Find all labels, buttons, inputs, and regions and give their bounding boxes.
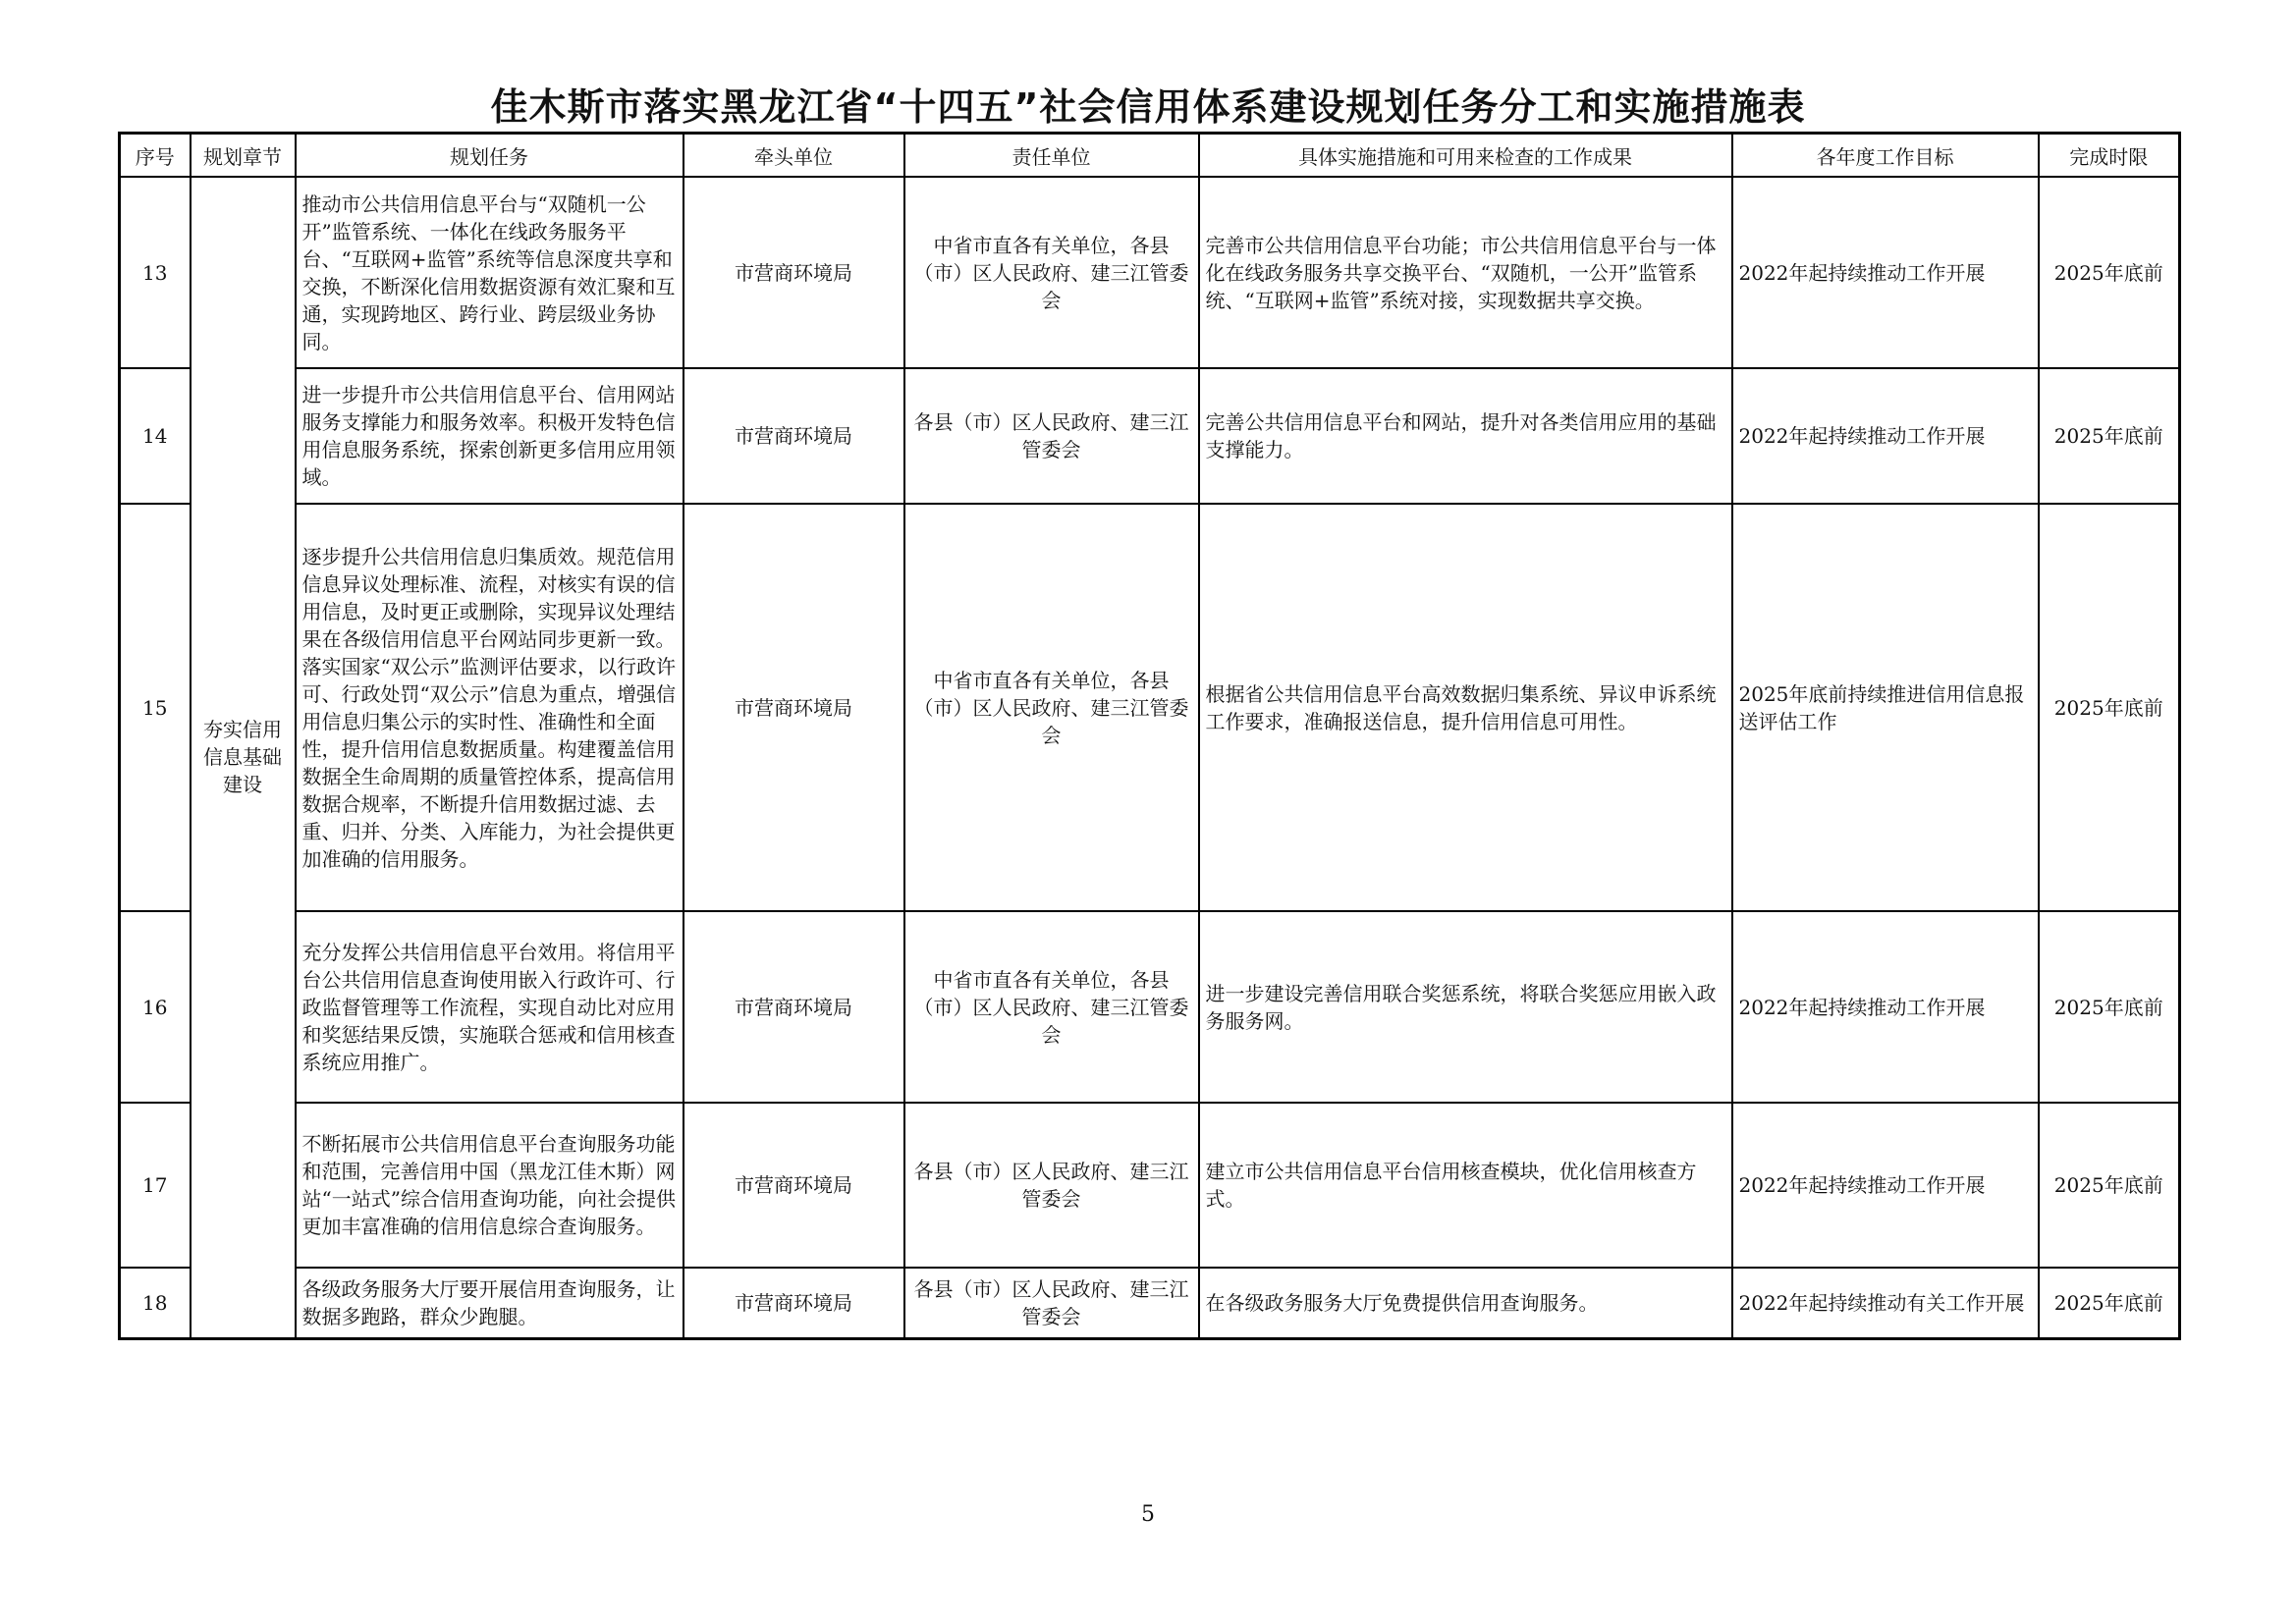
- table-row: [120, 1103, 2180, 1268]
- row-number: 18: [120, 1268, 191, 1338]
- lead-unit-cell: 市营商环境局: [683, 911, 904, 1103]
- header-row: [120, 134, 2180, 178]
- task-cell: 充分发挥公共信用信息平台效用。将信用平台公共信用信息查询使用嵌入行政许可、行政监督管理等工作流程，实现自动比对应用和奖惩结果反馈，实施联合惩戒和信用核查系统应用推广。: [296, 911, 683, 1103]
- header-annual-goal: 各年度工作目标: [1732, 134, 2039, 178]
- measure-cell: 完善市公共信用信息平台功能；市公共信用信息平台与一体化在线政务服务共享交换平台、“双随机，一公开”监管系统、“互联网+监管”系统对接，实现数据共享交换。: [1199, 177, 1732, 368]
- table-row: [120, 504, 2180, 911]
- measure-cell: 建立市公共信用信息平台信用核查模块，优化信用核查方式。: [1199, 1103, 1732, 1268]
- goal-cell: 2022年起持续推动工作开展: [1732, 1103, 2039, 1268]
- measure-cell: 在各级政务服务大厅免费提供信用查询服务。: [1199, 1268, 1732, 1338]
- goal-cell: 2022年起持续推动工作开展: [1732, 911, 2039, 1103]
- responsible-unit-cell: 各县（市）区人民政府、建三江管委会: [904, 1103, 1199, 1268]
- table-row: [120, 911, 2180, 1103]
- measure-cell: 进一步建设完善信用联合奖惩系统，将联合奖惩应用嵌入政务服务网。: [1199, 911, 1732, 1103]
- header-lead-unit: 牵头单位: [683, 134, 904, 178]
- measure-cell: 根据省公共信用信息平台高效数据归集系统、异议申诉系统工作要求，准确报送信息，提升信用信息可用性。: [1199, 504, 1732, 911]
- lead-unit-cell: 市营商环境局: [683, 504, 904, 911]
- responsible-unit-cell: 中省市直各有关单位，各县（市）区人民政府、建三江管委会: [904, 177, 1199, 368]
- page-number: 5: [1141, 1502, 1155, 1527]
- chapter-cell: 夯实信用信息基础建设: [191, 177, 296, 1338]
- table-row: [120, 368, 2180, 504]
- header-measures: 具体实施措施和可用来检查的工作成果: [1199, 134, 1732, 178]
- goal-cell: 2022年起持续推动有关工作开展: [1732, 1268, 2039, 1338]
- deadline-cell: 2025年底前: [2039, 368, 2180, 504]
- row-number: 17: [120, 1103, 191, 1268]
- header-no: 序号: [120, 134, 191, 178]
- task-cell: 各级政务服务大厅要开展信用查询服务，让数据多跑路，群众少跑腿。: [296, 1268, 683, 1338]
- lead-unit-cell: 市营商环境局: [683, 1103, 904, 1268]
- responsible-unit-cell: 中省市直各有关单位，各县（市）区人民政府、建三江管委会: [904, 504, 1199, 911]
- task-cell: 推动市公共信用信息平台与“双随机一公开”监管系统、一体化在线政务服务平台、“互联网+监管”系统等信息深度共享和交换，不断深化信用数据资源有效汇聚和互通，实现跨地区、跨行业、跨层级业务协同。: [296, 177, 683, 368]
- row-number: 13: [120, 177, 191, 368]
- task-cell: 逐步提升公共信用信息归集质效。规范信用信息异议处理标准、流程，对核实有误的信用信息，及时更正或删除，实现异议处理结果在各级信用信息平台网站同步更新一致。落实国家“双公示”监测评估要求，以行政许可、行政处罚“双公示”信息为重点，增强信用信息归集公示的实时性、准确性和全面性，提升信用信息数据质量。构建覆盖信用数据全生命周期的质量管控体系，提高信用数据合规率，不断提升信用数据过滤、去重、归并、分类、入库能力，为社会提供更加准确的信用服务。: [296, 504, 683, 911]
- task-cell: 不断拓展市公共信用信息平台查询服务功能和范围，完善信用中国（黑龙江佳木斯）网站“一站式”综合信用查询功能，向社会提供更加丰富准确的信用信息综合查询服务。: [296, 1103, 683, 1268]
- header-chapter: 规划章节: [191, 134, 296, 178]
- deadline-cell: 2025年底前: [2039, 1268, 2180, 1338]
- responsible-unit-cell: 各县（市）区人民政府、建三江管委会: [904, 1268, 1199, 1338]
- header-task: 规划任务: [296, 134, 683, 178]
- row-number: 14: [120, 368, 191, 504]
- lead-unit-cell: 市营商环境局: [683, 368, 904, 504]
- goal-cell: 2022年起持续推动工作开展: [1732, 177, 2039, 368]
- deadline-cell: 2025年底前: [2039, 911, 2180, 1103]
- task-table: [118, 132, 2181, 1340]
- task-cell: 进一步提升市公共信用信息平台、信用网站服务支撑能力和服务效率。积极开发特色信用信息服务系统，探索创新更多信用应用领域。: [296, 368, 683, 504]
- header-responsible-unit: 责任单位: [904, 134, 1199, 178]
- page-title: 佳木斯市落实黑龙江省“十四五”社会信用体系建设规划任务分工和实施措施表: [490, 85, 1806, 129]
- table-row: [120, 177, 2180, 368]
- lead-unit-cell: 市营商环境局: [683, 177, 904, 368]
- header-deadline: 完成时限: [2039, 134, 2180, 178]
- deadline-cell: 2025年底前: [2039, 504, 2180, 911]
- row-number: 15: [120, 504, 191, 911]
- responsible-unit-cell: 中省市直各有关单位，各县（市）区人民政府、建三江管委会: [904, 911, 1199, 1103]
- responsible-unit-cell: 各县（市）区人民政府、建三江管委会: [904, 368, 1199, 504]
- measure-cell: 完善公共信用信息平台和网站，提升对各类信用应用的基础支撑能力。: [1199, 368, 1732, 504]
- table-row: [120, 1268, 2180, 1338]
- lead-unit-cell: 市营商环境局: [683, 1268, 904, 1338]
- deadline-cell: 2025年底前: [2039, 1103, 2180, 1268]
- goal-cell: 2025年底前持续推进信用信息报送评估工作: [1732, 504, 2039, 911]
- goal-cell: 2022年起持续推动工作开展: [1732, 368, 2039, 504]
- deadline-cell: 2025年底前: [2039, 177, 2180, 368]
- row-number: 16: [120, 911, 191, 1103]
